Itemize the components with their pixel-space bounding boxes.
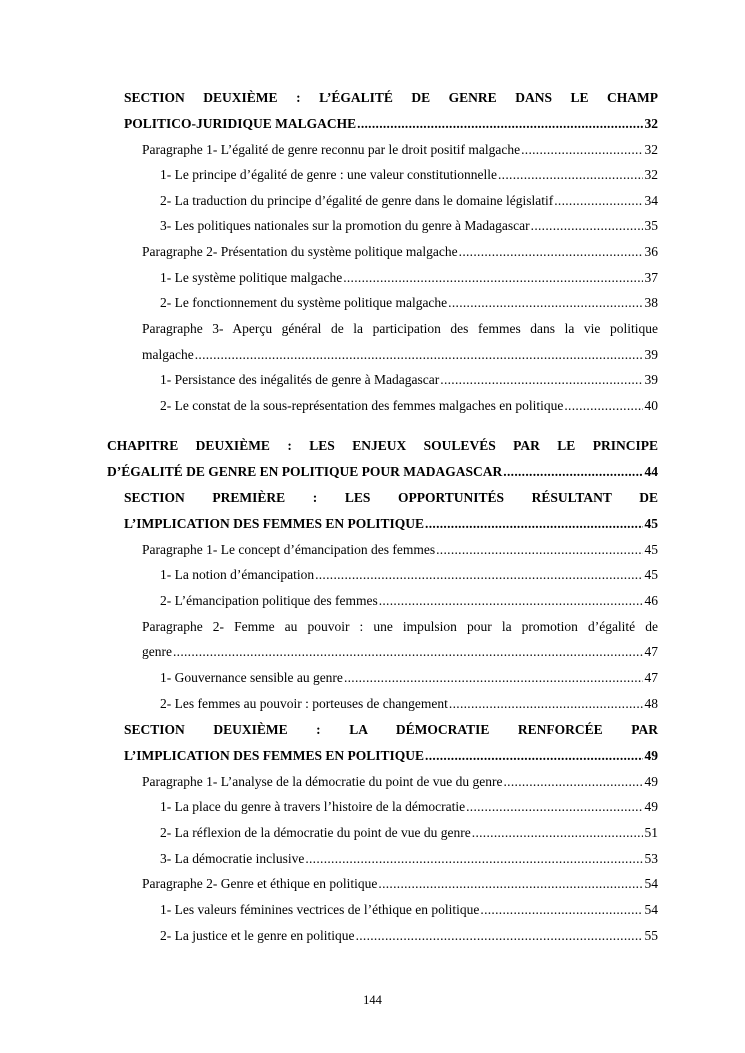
toc-page-number: 49	[644, 774, 658, 789]
toc-section-heading: SECTION PREMIÈRE : LES OPPORTUNITÉS RÉSULTANT DE	[124, 490, 658, 505]
toc-entry[interactable]: POLITICO-JURIDIQUE MALGACHE ..... 32	[124, 115, 658, 133]
toc-entry[interactable]: 1- La notion d’émancipation ..... 45	[160, 566, 658, 584]
toc-entry[interactable]: Paragraphe 1- Le concept d’émancipation des femmes ..... 45	[142, 541, 658, 559]
toc-entry[interactable]: Paragraphe 2- Présentation du système politique malgache ..... 36	[142, 243, 658, 261]
toc-page-number: 37	[644, 270, 658, 285]
toc-page-number: 45	[644, 542, 658, 557]
toc-paragraph-heading: Paragraphe 2- Femme au pouvoir : une impulsion pour la promotion d’égalité de	[142, 619, 658, 634]
toc-entry[interactable]: 2- La réflexion de la démocratie du point de vue du genre ..... 51	[160, 824, 658, 842]
toc-page-number: 47	[644, 644, 658, 659]
toc-entry[interactable]: D’ÉGALITÉ DE GENRE EN POLITIQUE POUR MADAGASCAR ..... 44	[107, 463, 658, 481]
toc-page-number: 38	[644, 295, 658, 310]
toc-paragraph-heading: Paragraphe 3- Aperçu général de la participation des femmes dans la vie politique	[142, 321, 658, 336]
toc-entry[interactable]: 2- Le fonctionnement du système politique malgache ..... 38	[160, 294, 658, 312]
toc-entry[interactable]: 2- L’émancipation politique des femmes ..... 46	[160, 592, 658, 610]
toc-entry[interactable]: 1- Les valeurs féminines vectrices de l’éthique en politique ..... 54	[160, 901, 658, 919]
toc-page-number: 35	[644, 218, 658, 233]
toc-page-number: 54	[644, 876, 658, 891]
toc-page-number: 48	[644, 696, 658, 711]
toc-page-number: 40	[644, 398, 658, 413]
toc-entry[interactable]: genre ..... 47	[142, 643, 658, 661]
toc-page-number: 32	[644, 167, 658, 182]
toc-entry[interactable]: 3- Les politiques nationales sur la promotion du genre à Madagascar ..... 35	[160, 217, 658, 235]
toc-page-number: 36	[644, 244, 658, 259]
toc-page-number: 32	[644, 116, 658, 131]
toc-page-number: 45	[644, 567, 658, 582]
toc-page-number: 51	[644, 825, 658, 840]
toc-section-heading: SECTION DEUXIÈME : L’ÉGALITÉ DE GENRE DANS LE CHAMP	[124, 90, 658, 105]
toc-page-number: 39	[644, 347, 658, 362]
toc-chapter-heading: CHAPITRE DEUXIÈME : LES ENJEUX SOULEVÉS PAR LE PRINCIPE	[107, 438, 658, 453]
toc-entry[interactable]: Paragraphe 2- Genre et éthique en politique ..... 54	[142, 875, 658, 893]
toc-entry[interactable]: malgache ..... 39	[142, 346, 658, 364]
toc-entry[interactable]: 2- La justice et le genre en politique ..... 55	[160, 927, 658, 945]
toc-entry[interactable]: 1- Persistance des inégalités de genre à Madagascar ..... 39	[160, 371, 658, 389]
toc-section-heading: SECTION DEUXIÈME : LA DÉMOCRATIE RENFORCÉE PAR	[124, 722, 658, 737]
toc-page-number: 49	[644, 799, 658, 814]
toc-page-number: 39	[644, 372, 658, 387]
toc-entry[interactable]: 2- Les femmes au pouvoir : porteuses de changement ..... 48	[160, 695, 658, 713]
toc-page-number: 34	[644, 193, 658, 208]
toc-entry[interactable]: 2- La traduction du principe d’égalité de genre dans le domaine législatif ..... 34	[160, 192, 658, 210]
toc-entry[interactable]: Paragraphe 1- L’égalité de genre reconnu par le droit positif malgache ..... 32	[142, 141, 658, 159]
toc-page-number: 46	[644, 593, 658, 608]
toc-entry[interactable]: 1- Gouvernance sensible au genre ..... 47	[160, 669, 658, 687]
toc-page-number: 44	[644, 464, 658, 479]
toc-entry[interactable]: 2- Le constat de la sous-représentation des femmes malgaches en politique ..... 40	[160, 397, 658, 415]
toc-page-number: 55	[644, 928, 658, 943]
toc-page-number: 47	[644, 670, 658, 685]
toc-page-number: 53	[644, 851, 658, 866]
toc-entry[interactable]: 1- Le système politique malgache ..... 37	[160, 269, 658, 287]
toc-entry[interactable]: L’IMPLICATION DES FEMMES EN POLITIQUE ..... 45	[124, 515, 658, 533]
page-number: 144	[363, 993, 382, 1007]
toc-entry[interactable]: 1- Le principe d’égalité de genre : une valeur constitutionnelle ..... 32	[160, 166, 658, 184]
toc-page-number: 49	[644, 748, 658, 763]
toc-entry[interactable]: 3- La démocratie inclusive ..... 53	[160, 850, 658, 868]
toc-entry[interactable]: L’IMPLICATION DES FEMMES EN POLITIQUE ..... 49	[124, 747, 658, 765]
toc-entry[interactable]: 1- La place du genre à travers l’histoire de la démocratie ..... 49	[160, 798, 658, 816]
toc-page-number: 32	[644, 142, 658, 157]
toc-page-number: 45	[644, 516, 658, 531]
toc-page-number: 54	[644, 902, 658, 917]
toc-entry[interactable]: Paragraphe 1- L’analyse de la démocratie du point de vue du genre ..... 49	[142, 773, 658, 791]
